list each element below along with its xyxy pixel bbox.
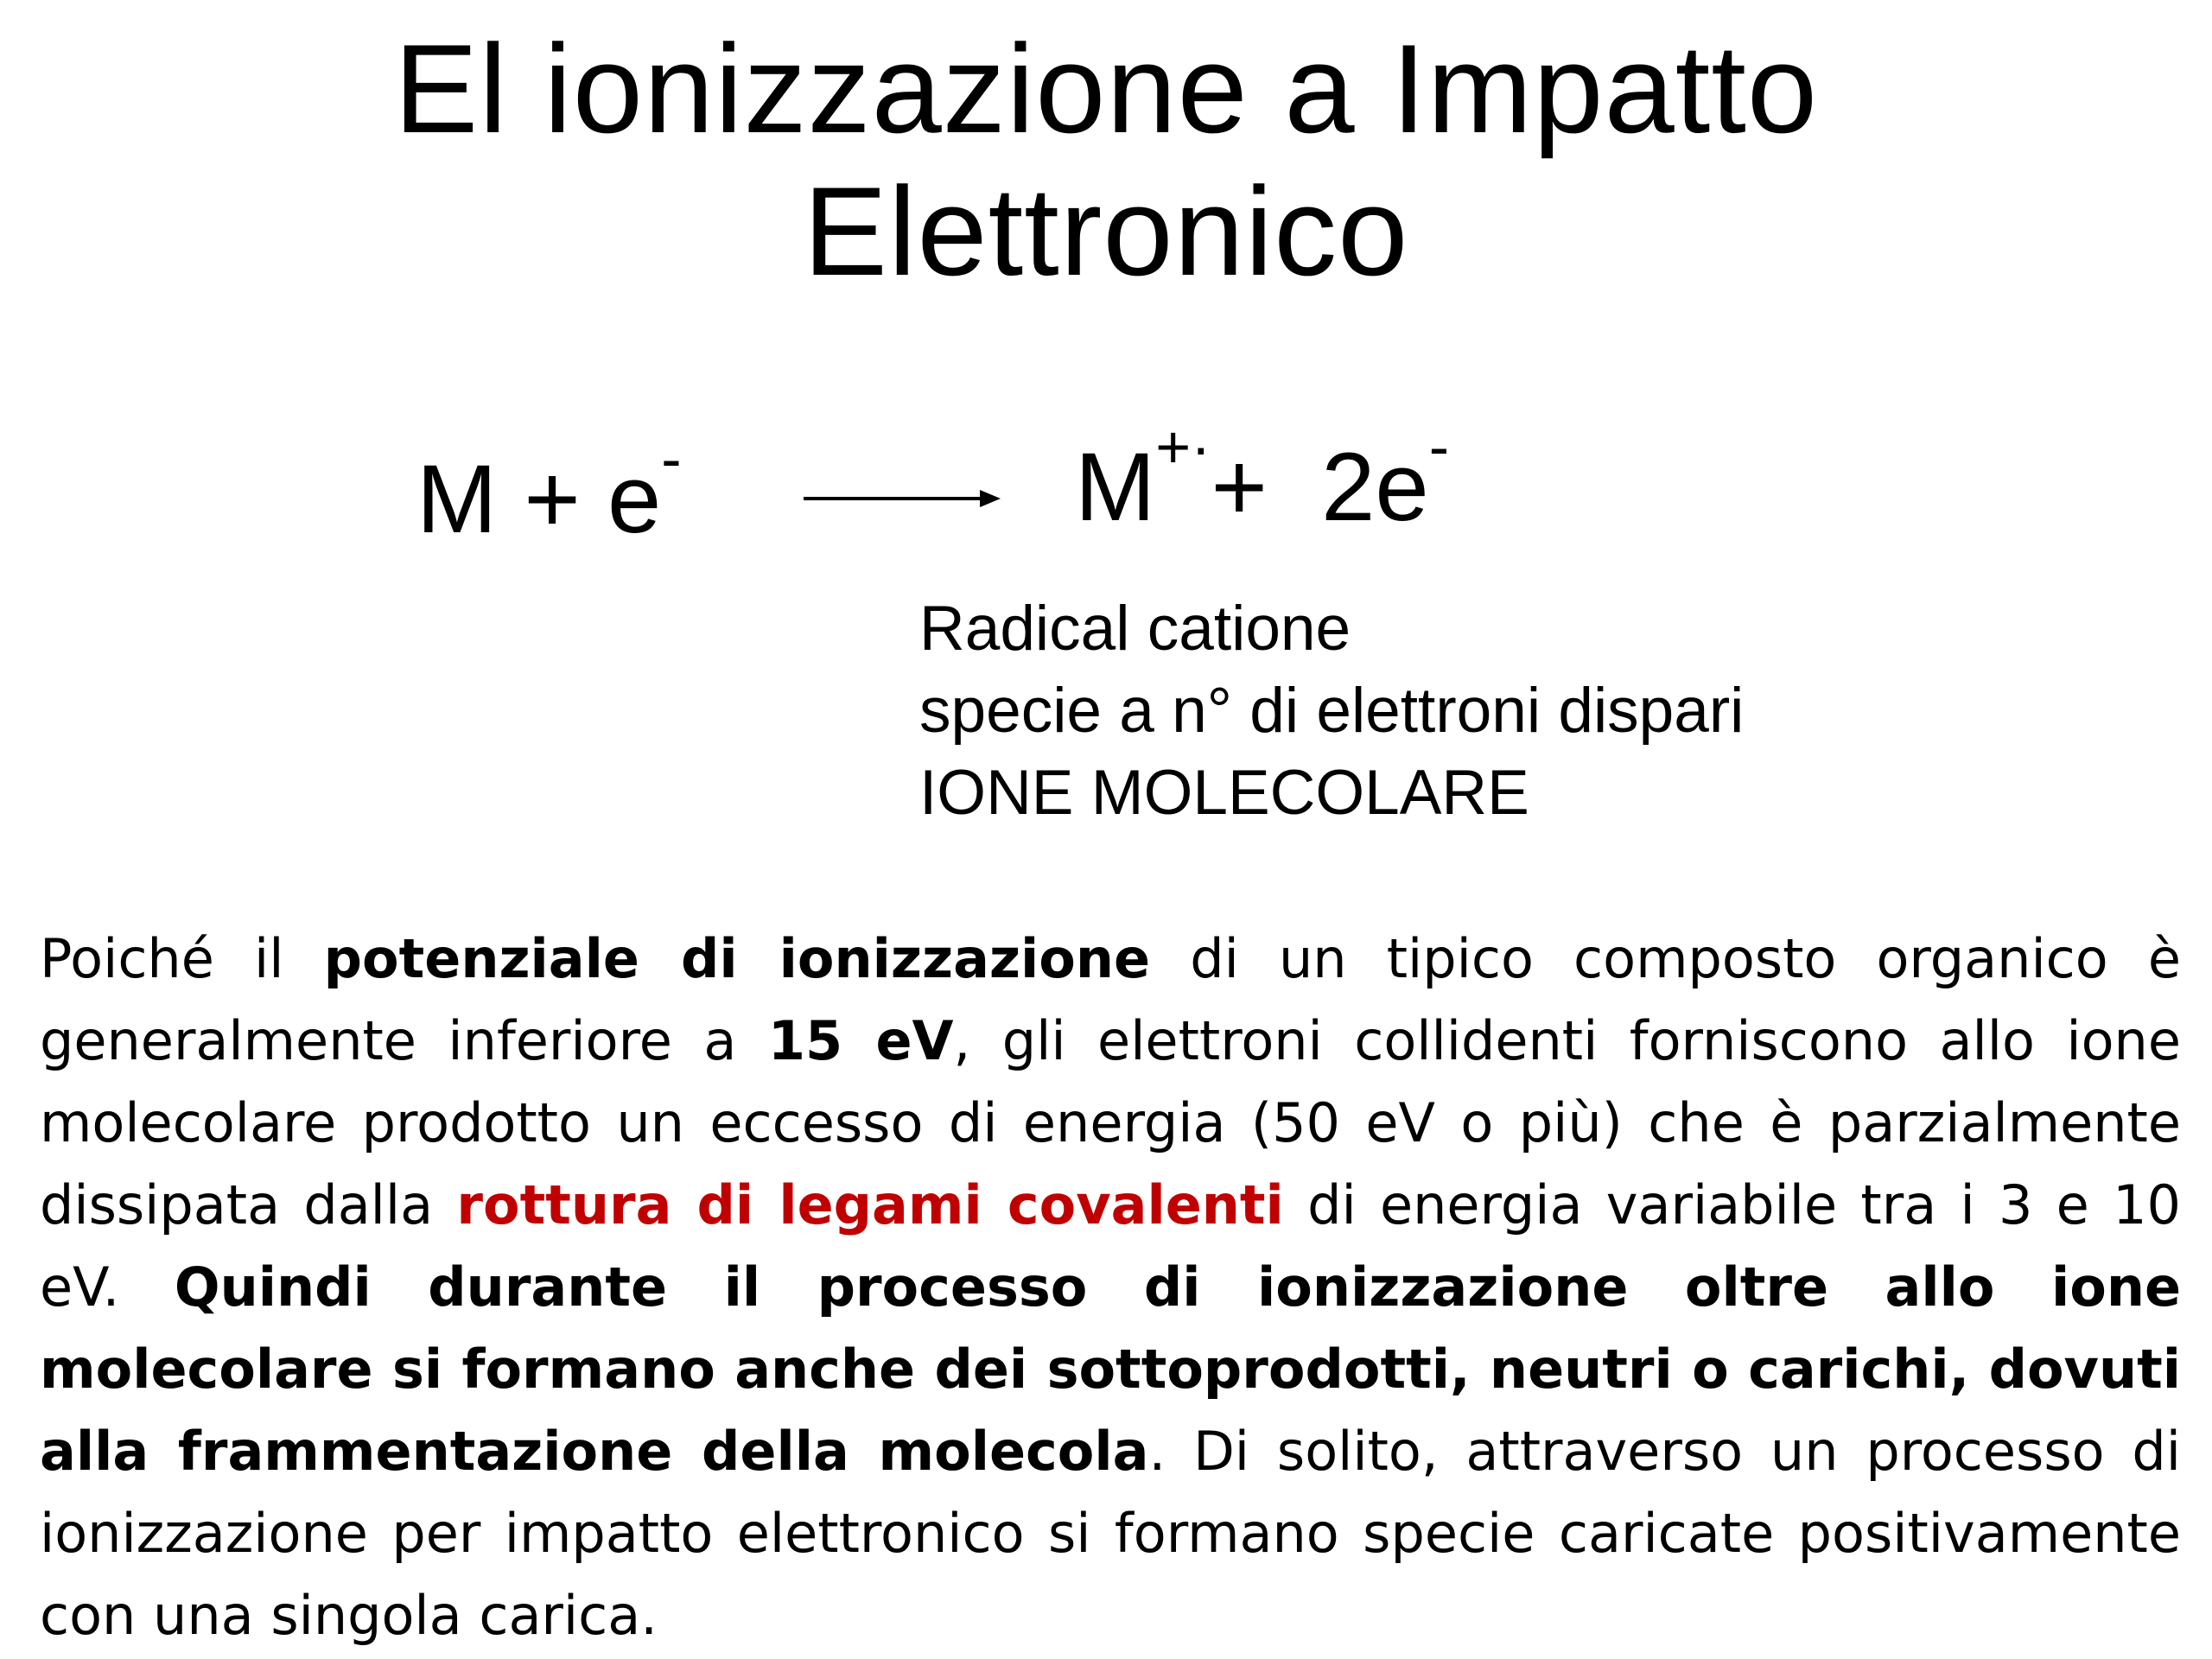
text-segment: , gli elettroni collidenti forniscono allo ione molecolare prodotto un eccesso di energia (50 eV o più) che è parzialmente dissipata dalla	[40, 1009, 2182, 1236]
text-segment: Poiché il	[40, 927, 324, 990]
description-line-2: specie a n° di elettroni dispari	[919, 676, 1745, 746]
product-molecule: M	[1075, 433, 1156, 541]
description-line-1: Radical catione	[919, 594, 1351, 664]
text-segment: . Di solito, attraverso un processo di ionizzazione per impatto elettronico si formano specie caricate positivamente con una singola carica.	[40, 1420, 2181, 1647]
text-segment: di un tipico composto organico è generalmente inferiore a	[40, 927, 2182, 1072]
ion-description	[919, 588, 1744, 834]
product-plus: +	[1211, 433, 1268, 541]
product-electrons: 2e	[1321, 433, 1429, 541]
reactant-electron: e	[607, 445, 662, 553]
reactant-plus: +	[524, 445, 581, 553]
product-electrons-charge: -	[1428, 413, 1450, 480]
electron-charge: -	[661, 425, 682, 493]
reactant-molecule: M	[416, 445, 498, 553]
bold-fragmentation-sentence: Quindi durante il processo di ionizzazione oltre allo ione molecolare si formano anche dei sottoprodotti, neutri o carichi, dovuti alla frammentazione della molecola	[40, 1255, 2182, 1483]
reaction-arrow-icon	[804, 486, 1001, 512]
highlight-covalent-bonds: rottura di legami covalenti	[456, 1173, 1284, 1236]
equation-reactants	[416, 425, 682, 553]
text-segment: di energia variabile tra i 3 e 10 eV.	[40, 1173, 2181, 1319]
description-line-3: IONE MOLECOLARE	[919, 758, 1529, 828]
bold-term-ionization-potential: potenziale di ionizzazione	[323, 927, 1151, 990]
equation-products	[1075, 413, 1450, 541]
slide-title	[0, 17, 2212, 302]
title-line-1: El ionizzazione a Impatto	[393, 18, 1819, 159]
bold-value-15ev: 15 eV	[767, 1009, 954, 1072]
body-paragraph	[40, 918, 2181, 1656]
radical-cation-charge: +·	[1155, 413, 1211, 480]
title-line-2: Elettronico	[803, 161, 1409, 302]
